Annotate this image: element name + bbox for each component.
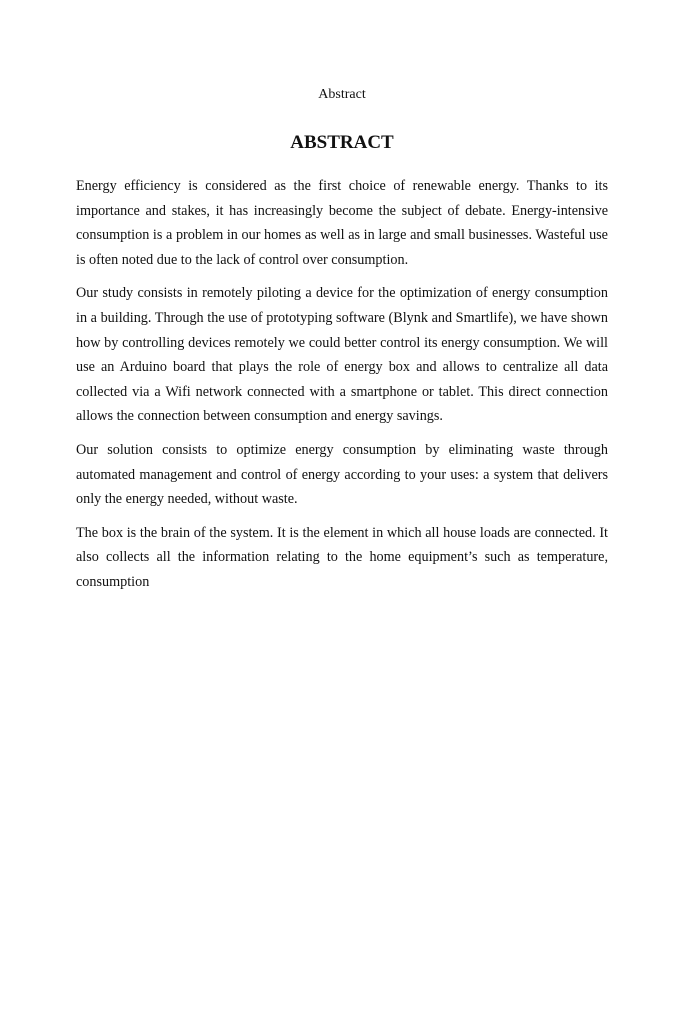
- abstract-paragraph-4: The box is the brain of the system. It is the element in which all house loads are connected. It also collects all the information relating to the home equipment’s such as temperature, consumption: [76, 524, 608, 590]
- abstract-paragraph-1: Energy efficiency is considered as the first choice of renewable energy. Thanks to its importance and stakes, it has increasingly become the subject of debate. Energy-intensive consumption is a problem in our homes as well as in large and small businesses. Wasteful use is often noted due to the lack of control over consumption.: [76, 178, 608, 268]
- abstract-title: ABSTRACT: [290, 132, 394, 153]
- running-header: Abstract: [318, 87, 366, 102]
- abstract-paragraph-2: Our study consists in remotely piloting a device for the optimization of energy consumption in a building. Through the use of prototyping software (Blynk and Smartlife), we have shown how by controlling devices remotely we could better control its energy consumption. We will use an Arduino board that plays the role of energy box and allows to centralize all data collected via a Wifi network connected with a smartphone or tablet. This direct connection allows the connection between consumption and energy savings.: [76, 285, 608, 425]
- abstract-paragraph-3: Our solution consists to optimize energy consumption by eliminating waste through automated management and control of energy according to your uses: a system that delivers only the energy needed, without waste.: [76, 441, 608, 508]
- abstract-body: [76, 174, 608, 604]
